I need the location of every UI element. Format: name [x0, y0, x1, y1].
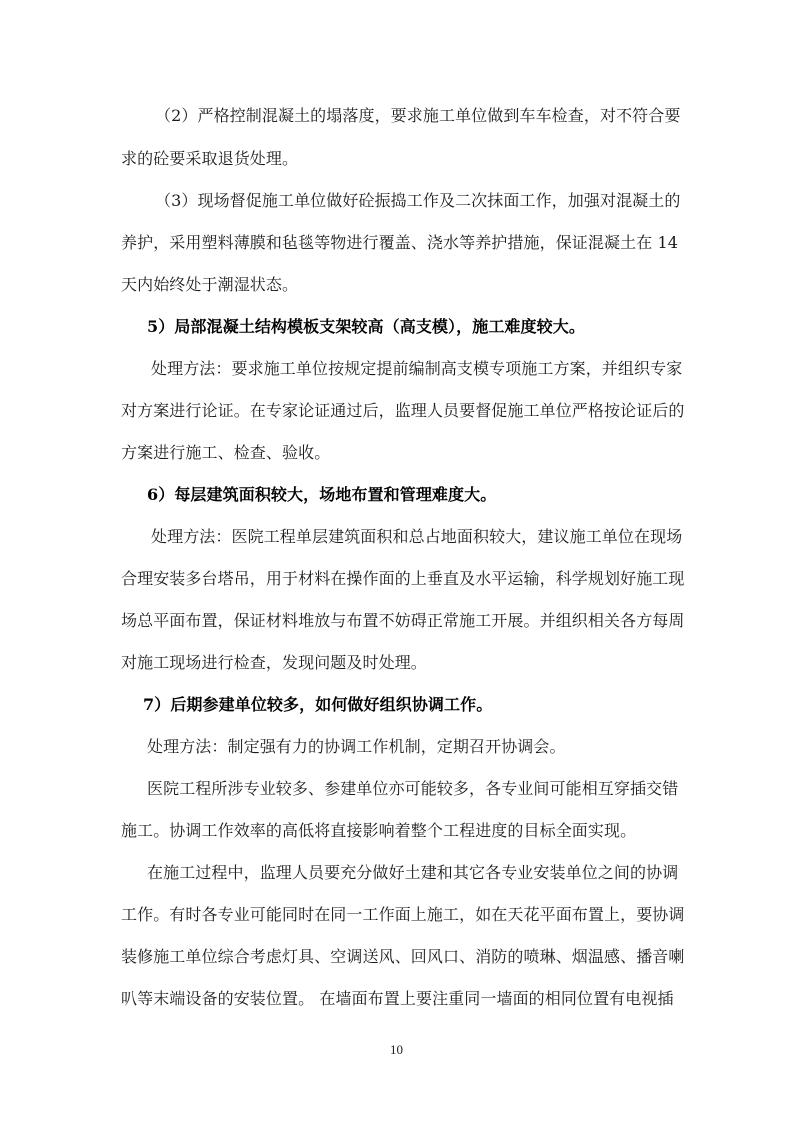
section-heading-7: 7）后期参建单位较多，如何做好组织协调工作。: [143, 695, 493, 714]
paragraph-line-19: 在施工过程中，监理人员要充分做好土建和其它各专业安装单位之间的协调: [147, 863, 679, 882]
paragraph-line-9: 方案进行施工、检查、验收。: [121, 443, 331, 462]
section-heading-6: 6）每层建筑面积较大，场地布置和管理难度大。: [147, 485, 497, 504]
paragraph-line-20: 工作。有时各专业可能同时在同一工作面上施工，如在天花平面布置上，要协调: [121, 905, 685, 924]
section-heading-5: 5）局部混凝土结构模板支架较高（高支模），施工难度较大。: [147, 317, 585, 336]
paragraph-line-7: 处理方法：要求施工单位按规定提前编制高支模专项施工方案，并组织专家: [151, 359, 683, 378]
paragraph-line-12: 合理安装多台塔吊，用于材料在操作面的上垂直及水平运输，科学规划好施工现: [121, 569, 685, 588]
paragraph-line-11: 处理方法：医院工程单层建筑面积和总占地面积较大，建议施工单位在现场: [151, 527, 683, 546]
paragraph-line-21: 装修施工单位综合考虑灯具、空调送风、回风口、消防的喷琳、烟温感、播音喇: [121, 947, 685, 966]
paragraph-line-13: 场总平面布置，保证材料堆放与布置不妨碍正常施工开展。并组织相关各方每周: [121, 611, 685, 630]
paragraph-line-17: 医院工程所涉专业较多、参建单位亦可能较多，各专业间可能相互穿插交错: [147, 779, 679, 798]
paragraph-line-5: 天内始终处于潮湿状态。: [121, 275, 299, 294]
paragraph-line-1: （2）严格控制混凝土的塌落度，要求施工单位做到车车检查，对不符合要: [155, 106, 681, 125]
paragraph-line-3: （3）现场督促施工单位做好砼振捣工作及二次抹面工作，加强对混凝土的: [155, 191, 681, 210]
paragraph-line-16: 处理方法：制定强有力的协调工作机制，定期召开协调会。: [147, 737, 566, 756]
paragraph-line-14: 对施工现场进行检查，发现问题及时处理。: [121, 653, 427, 672]
paragraph-line-4: 养护，采用塑料薄膜和毡毯等物进行覆盖、浇水等养护措施，保证混凝土在 14: [121, 233, 679, 252]
paragraph-line-2: 求的砼要采取退货处理。: [121, 149, 299, 168]
paragraph-line-8: 对方案进行论证。在专家论证通过后，监理人员要督促施工单位严格按论证后的: [121, 401, 685, 420]
paragraph-line-22: 叭等末端设备的安装位置。 在墙面布置上要注重同一墙面的相同位置有电视插: [121, 989, 674, 1008]
paragraph-line-18: 施工。协调工作效率的高低将直接影响着整个工程进度的目标全面实现。: [121, 821, 637, 840]
page-number: 10: [390, 1042, 403, 1057]
